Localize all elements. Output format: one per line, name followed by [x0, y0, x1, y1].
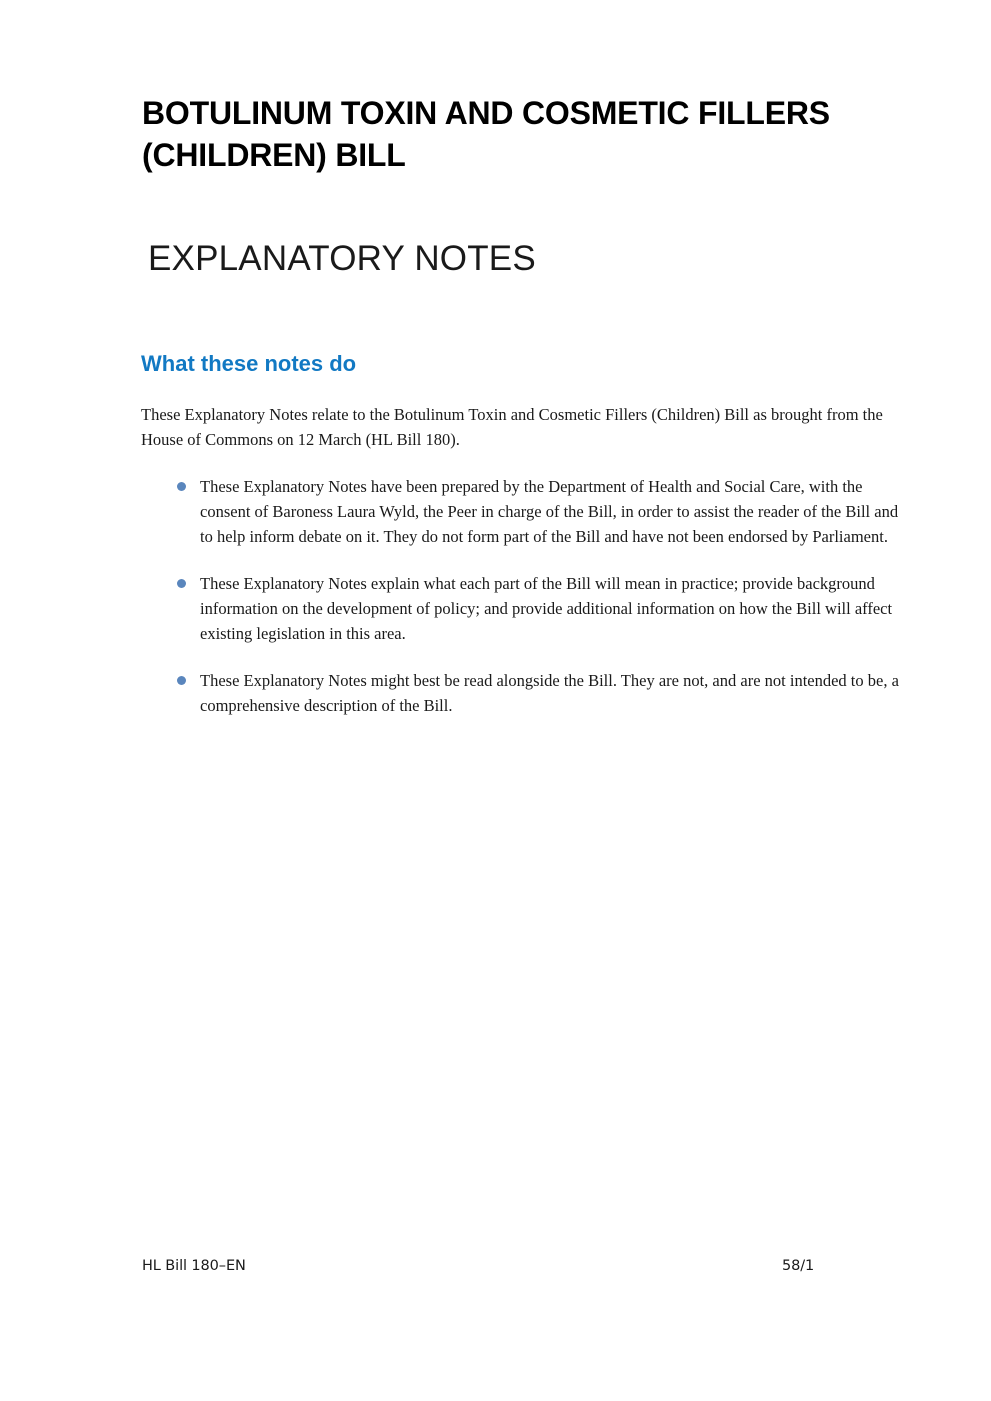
section-heading-what-these-notes-do: What these notes do — [141, 351, 357, 376]
page-footer — [142, 1258, 899, 1282]
document-subtitle: EXPLANATORY NOTES — [148, 239, 536, 278]
list-item — [141, 668, 899, 718]
bullet-dot-icon — [177, 482, 186, 491]
list-item-text: These Explanatory Notes explain what each part of the Bill will mean in practice; provide background information on the development of policy; and provide additional information on how the Bill will affect existing legislation in this area. — [200, 574, 893, 643]
list-item — [141, 571, 899, 646]
list-item — [141, 474, 899, 549]
intro-paragraph: These Explanatory Notes relate to the Botulinum Toxin and Cosmetic Fillers (Children) Bill as brought from the House of Commons on 12 March (HL Bill 180). — [141, 405, 883, 449]
footer-page-number: 58/1 — [782, 1258, 815, 1274]
footer-bill-reference: HL Bill 180–EN — [142, 1258, 246, 1274]
notes-bullet-list — [141, 474, 899, 718]
list-item-text: These Explanatory Notes have been prepared by the Department of Health and Social Care, with the consent of Baroness Laura Wyld, the Peer in charge of the Bill, in order to assist the reader of the Bill and to help inform debate on it. They do not form part of the Bill and have not been endorsed by Parliament. — [200, 477, 899, 546]
list-item-text: These Explanatory Notes might best be read alongside the Bill. They are not, and are not intended to be, a comprehensive description of the Bill. — [200, 671, 899, 715]
body-content — [141, 402, 899, 718]
bullet-dot-icon — [177, 676, 186, 685]
bullet-dot-icon — [177, 579, 186, 588]
page-title: BOTULINUM TOXIN AND COSMETIC FILLERS (CHILDREN) BILL — [142, 95, 830, 173]
